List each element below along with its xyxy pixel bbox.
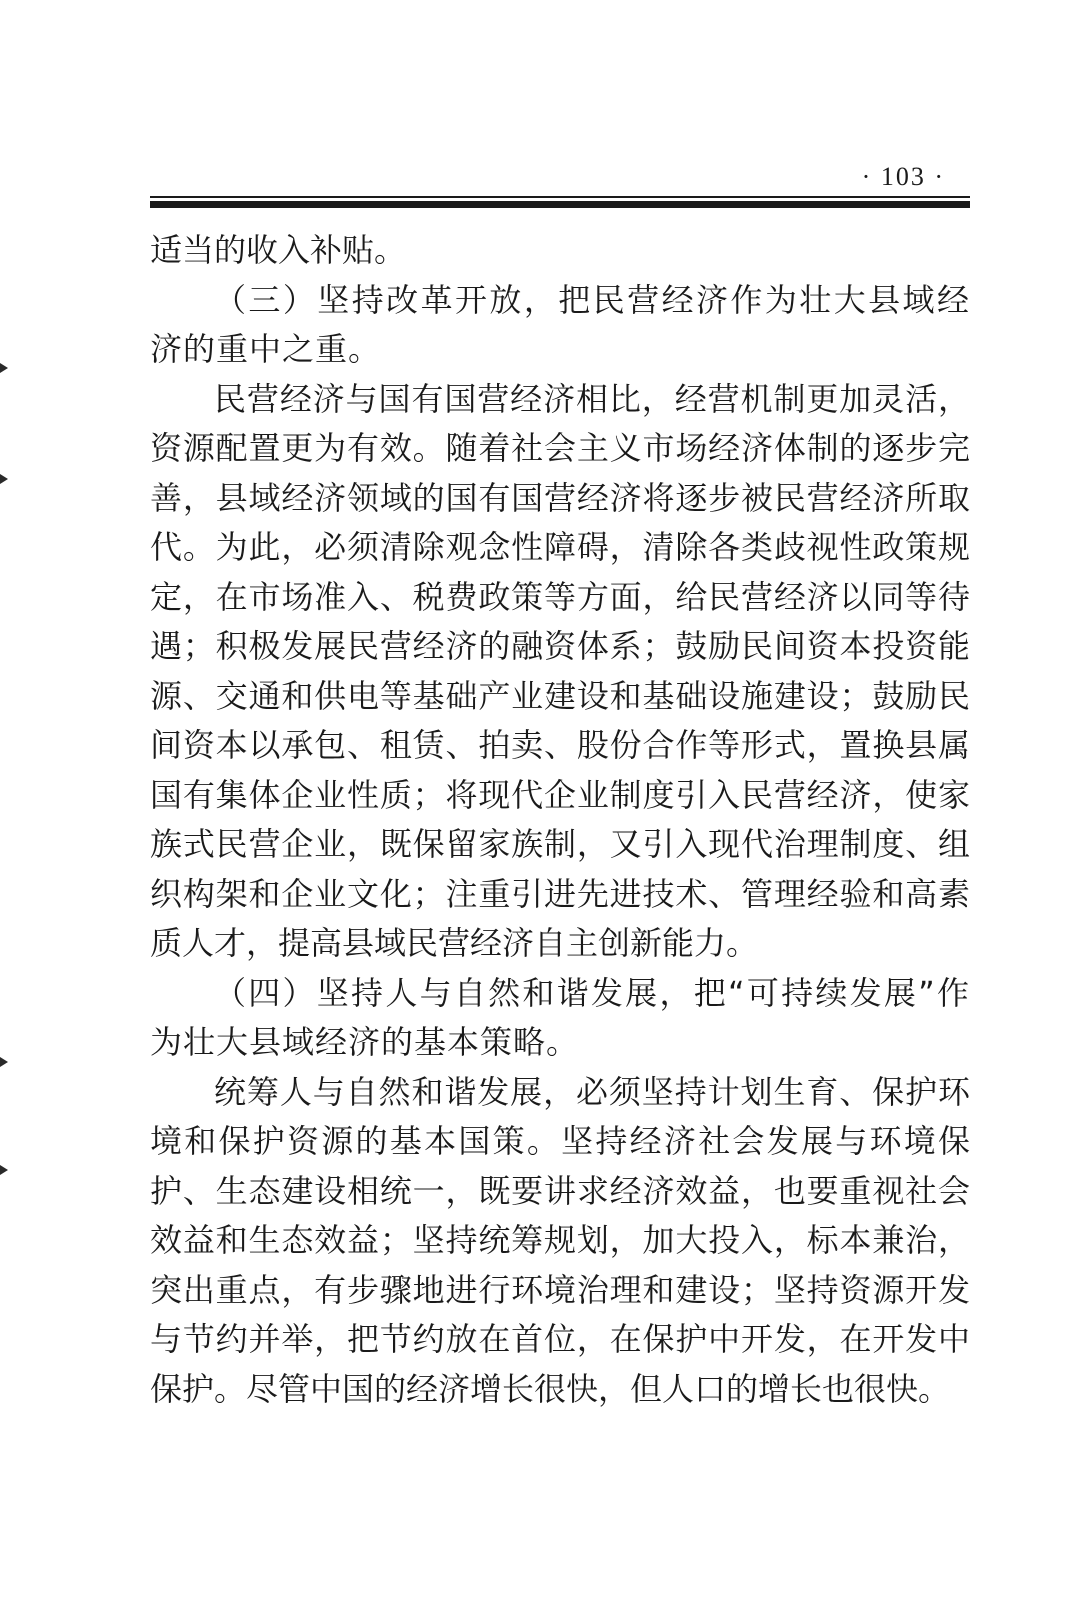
header-rule-thick (150, 201, 970, 208)
binding-hole-mark (0, 1057, 8, 1067)
binding-hole-mark (0, 363, 8, 373)
paragraph-private-economy: 民营经济与国有国营经济相比，经营机制更加灵活，资源配置更为有效。随着社会主义市场经济体制的逐步完善，县域经济领域的国有国营经济将逐步被民营经济所取代。为此，必须清除观念性障碍，清除各类歧视性政策规定，在市场准入、税费政策等方面，给民营经济以同等待遇；积极发展民营经济的融资体系；鼓励民间资本投资能源、交通和供电等基础产业建设和基础设施建设；鼓励民间资本以承包、租赁、拍卖、股份合作等形式，置换县属国有集体企业性质；将现代企业制度引入民营经济，使家族式民营企业，既保留家族制，又引入现代治理制度、组织构架和企业文化；注重引进先进技术、管理经验和高素质人才，提高县域民营经济自主创新能力。 (150, 379, 970, 962)
section-heading-3: （三）坚持改革开放，把民营经济作为壮大县域经济的重中之重。 (150, 280, 970, 368)
binding-hole-mark (0, 474, 8, 484)
page-number: · 103 · (861, 162, 945, 191)
header-rule-thin (150, 196, 970, 198)
paragraph-continuation: 适当的收入补贴。 (150, 231, 407, 269)
body-text (150, 226, 970, 1414)
paragraph-sustainable-development: 统筹人与自然和谐发展，必须坚持计划生育、保护环境和保护资源的基本国策。坚持经济社会发展与环境保护、生态建设相统一，既要讲求经济效益，也要重视社会效益和生态效益；坚持统筹规划，加大投入，标本兼治，突出重点，有步骤地进行环境治理和建设；坚持资源开发与节约并举，把节约放在首位，在保护中开发，在开发中保护。尽管中国的经济增长很快，但人口的增长也很快。 (150, 1072, 970, 1408)
binding-hole-mark (0, 1165, 8, 1175)
section-heading-4: （四）坚持人与自然和谐发展，把“可持续发展”作为壮大县域经济的基本策略。 (150, 973, 970, 1061)
